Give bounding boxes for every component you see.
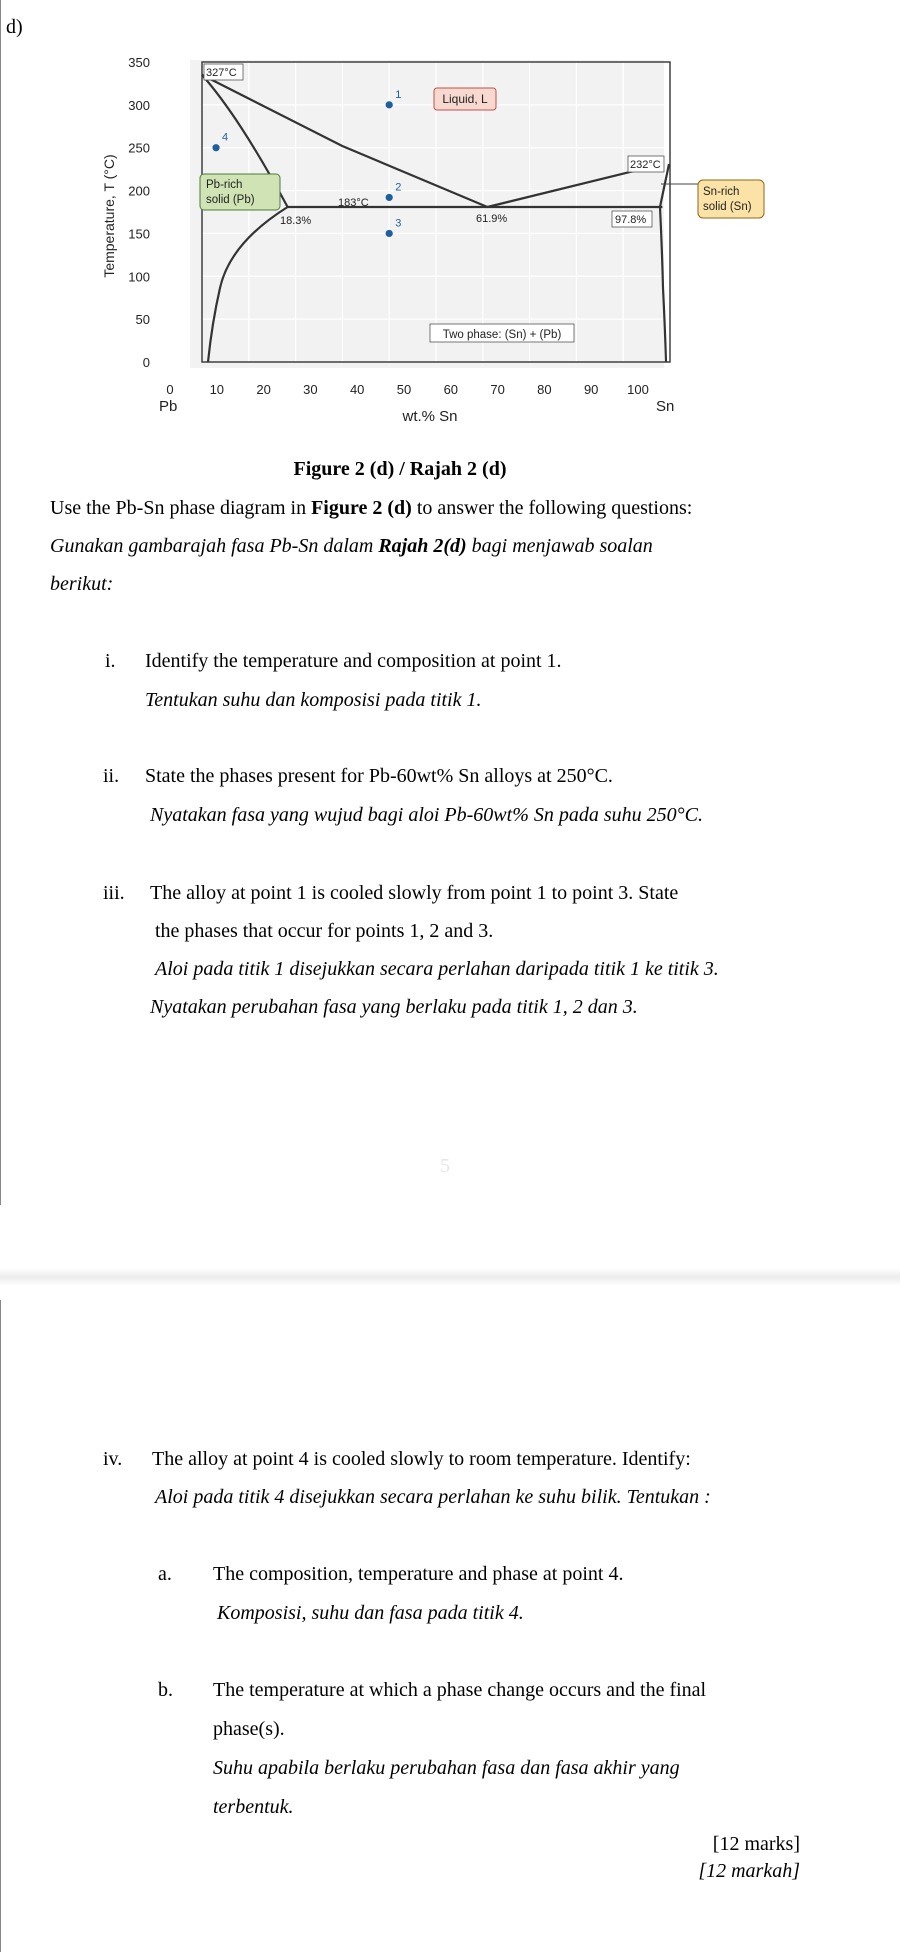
phase-diagram [101,48,780,428]
x-tick-label: 20 [256,382,271,397]
pb-solid-label-2: solid (Pb) [206,194,255,206]
y-tick-label: 300 [128,97,150,113]
state-point-3 [386,230,393,237]
y-tick-label: 100 [128,269,150,285]
y-tick-label: 350 [128,55,150,70]
y-tick-label: 0 [142,355,150,370]
x-tick-label: 50 [396,382,412,397]
intro-en-post: to answer the following questions: [411,497,693,519]
intro-ms-bold: Rajah 2(d) [378,535,467,557]
intro-english [50,494,692,522]
eutectic-comp-label: 61.9% [476,213,508,225]
sn-solid-label-2: solid (Sn) [703,201,752,213]
intro-ms-pre: Gunakan gambarajah fasa Pb-Sn dalam [50,535,379,557]
question-iv-a-number: a. [158,1563,172,1585]
state-point-label-1: 1 [395,88,402,101]
x-left-label: Pb [159,398,178,415]
question-iii-malay-2: Nyatakan perubahan fasa yang berlaku pada titik 1, 2 dan 3. [150,996,638,1018]
intro-malay [50,532,653,560]
page-number: 5 [440,1155,450,1177]
question-iv-b-number: b. [158,1679,173,1701]
question-iv-b-english-1: The temperature at which a phase change occurs and the final [213,1679,707,1701]
state-point-label-3: 3 [395,217,402,230]
y-axis-label: Temperature, T (°C) [101,154,117,278]
question-iv-a-malay: Komposisi, suhu dan fasa pada titik 4. [217,1602,524,1624]
y-ticks [128,55,150,370]
sn-solubility-label: 97.8% [615,214,647,226]
question-iv-b-malay-2: terbentuk. [213,1796,294,1818]
x-tick-label: 90 [583,382,599,397]
y-tick-label: 200 [128,183,150,199]
pb-solubility-label: 18.3% [280,215,312,227]
section-label: d) [6,16,23,38]
page-left-rule-top [0,0,1,1205]
question-iv-malay: Aloi pada titik 4 disejukkan secara perlahan ke suhu bilik. Tentukan : [155,1486,711,1508]
y-tick-label: 150 [128,226,150,242]
x-tick-label: 100 [627,382,649,397]
question-iv-number: iv. [103,1448,123,1470]
state-point-4 [212,144,219,151]
x-tick-label: 40 [349,382,365,397]
x-ticks [166,382,648,397]
sn-melt-label: 232°C [630,159,661,171]
y-tick-label: 250 [128,140,150,156]
intro-en-pre: Use the Pb-Sn phase diagram in [50,497,312,519]
question-iv-b-english-2: phase(s). [213,1718,285,1740]
question-iv-english: The alloy at point 4 is cooled slowly to room temperature. Identify: [152,1448,691,1470]
x-right-label: Sn [656,398,675,415]
x-tick-label: 10 [209,382,225,397]
question-ii-english: State the phases present for Pb-60wt% Sn alloys at 250°C. [145,765,613,787]
question-ii-number: ii. [103,765,120,787]
two-phase-label: Two phase: (Sn) + (Pb) [442,329,562,341]
intro-ms-post: bagi menjawab soalan [466,535,653,557]
state-point-label-4: 4 [222,131,229,144]
eutectic-temp-label: 183°C [338,197,369,209]
page-break-shadow [0,1268,900,1286]
y-tick-label: 50 [135,312,150,328]
figure-caption: Figure 2 (d) / Rajah 2 (d) [293,458,507,480]
x-tick-label: 70 [490,382,505,397]
question-i-number: i. [105,650,116,672]
x-tick-label: 80 [537,382,552,397]
pb-melt-label: 327°C [206,67,237,79]
question-ii-malay: Nyatakan fasa yang wujud bagi aloi Pb-60wt% Sn pada suhu 250°C. [150,804,703,826]
page-left-rule-bottom [0,1300,1,1952]
plot-background [190,60,664,368]
x-axis-label: wt.% Sn [402,408,458,425]
question-iii-english-2: the phases that occur for points 1, 2 and 3. [155,920,494,942]
state-point-label-2: 2 [395,181,402,194]
intro-malay-line2: berikut: [50,573,114,595]
pb-solid-label-1: Pb-rich [206,179,243,191]
state-point-2 [386,194,393,201]
question-i-malay: Tentukan suhu dan komposisi pada titik 1. [145,689,482,711]
x-tick-label: 0 [166,382,174,397]
marks-malay: [12 markah] [698,1860,800,1882]
x-tick-label: 30 [303,382,318,397]
question-iv-a-english: The composition, temperature and phase at point 4. [213,1563,624,1585]
state-point-1 [386,101,393,108]
marks-english: [12 marks] [712,1833,800,1855]
question-iv-b-malay-1: Suhu apabila berlaku perubahan fasa dan fasa akhir yang [213,1757,680,1779]
question-iii-english-1: The alloy at point 1 is cooled slowly from point 1 to point 3. State [150,882,679,904]
question-i-english: Identify the temperature and composition at point 1. [145,650,562,672]
liquid-label: Liquid, L [442,92,488,106]
intro-en-bold: Figure 2 (d) [311,497,412,519]
sn-solid-label-1: Sn-rich [703,186,740,198]
question-iii-malay-1: Aloi pada titik 1 disejukkan secara perlahan daripada titik 1 ke titik 3. [155,958,719,980]
question-iii-number: iii. [103,882,125,904]
x-tick-label: 60 [443,382,459,397]
